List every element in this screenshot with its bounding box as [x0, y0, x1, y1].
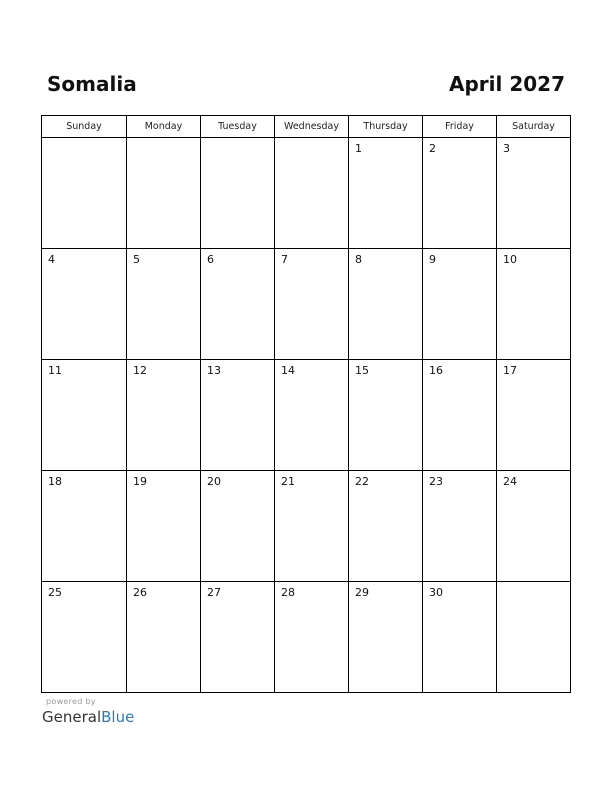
day-number: 17	[503, 364, 517, 377]
day-cell	[275, 249, 349, 360]
country-title: Somalia	[47, 72, 137, 96]
day-number: 27	[207, 586, 221, 599]
day-cell	[349, 582, 423, 693]
day-cell	[201, 249, 275, 360]
day-number	[275, 138, 348, 142]
day-cell	[349, 471, 423, 582]
day-number: 6	[207, 253, 214, 266]
day-cell	[275, 360, 349, 471]
weekday-header-sunday: Sunday	[42, 116, 127, 138]
day-number: 20	[207, 475, 221, 488]
day-cell	[127, 582, 201, 693]
day-number: 11	[48, 364, 62, 377]
day-cell	[423, 138, 497, 249]
day-number: 9	[429, 253, 436, 266]
day-cell	[349, 138, 423, 249]
day-cell	[201, 582, 275, 693]
weekday-header-thursday: Thursday	[349, 116, 423, 138]
day-number: 12	[133, 364, 147, 377]
weekday-header-monday: Monday	[127, 116, 201, 138]
day-number: 10	[503, 253, 517, 266]
day-cell	[127, 249, 201, 360]
day-cell	[42, 249, 127, 360]
brand-blue-text: Blue	[101, 708, 135, 726]
day-number: 25	[48, 586, 62, 599]
day-number: 2	[429, 142, 436, 155]
day-cell	[423, 471, 497, 582]
day-number: 1	[355, 142, 362, 155]
day-number	[497, 582, 570, 586]
week-row	[42, 249, 571, 360]
week-row	[42, 582, 571, 693]
day-cell	[127, 138, 201, 249]
day-cell	[275, 471, 349, 582]
day-number: 8	[355, 253, 362, 266]
day-cell	[497, 138, 571, 249]
footer	[42, 697, 134, 727]
day-cell	[42, 360, 127, 471]
day-number: 18	[48, 475, 62, 488]
day-cell	[127, 471, 201, 582]
day-number: 5	[133, 253, 140, 266]
day-cell	[42, 582, 127, 693]
day-cell	[497, 360, 571, 471]
month-year-title: April 2027	[449, 72, 565, 96]
day-number: 19	[133, 475, 147, 488]
week-row	[42, 138, 571, 249]
day-number: 13	[207, 364, 221, 377]
powered-by-text: powered by	[46, 697, 96, 706]
day-number	[42, 138, 126, 142]
day-number: 3	[503, 142, 510, 155]
calendar-grid	[41, 115, 571, 693]
day-number: 22	[355, 475, 369, 488]
day-number: 28	[281, 586, 295, 599]
week-row	[42, 471, 571, 582]
day-cell	[497, 582, 571, 693]
day-number: 24	[503, 475, 517, 488]
day-cell	[497, 249, 571, 360]
day-cell	[423, 360, 497, 471]
day-cell	[497, 471, 571, 582]
day-cell	[127, 360, 201, 471]
week-row	[42, 360, 571, 471]
day-cell	[423, 582, 497, 693]
day-number: 21	[281, 475, 295, 488]
day-number: 29	[355, 586, 369, 599]
day-cell	[201, 138, 275, 249]
day-number	[201, 138, 274, 142]
day-number: 26	[133, 586, 147, 599]
day-cell	[42, 138, 127, 249]
weekday-header-saturday: Saturday	[497, 116, 571, 138]
day-cell	[275, 582, 349, 693]
day-cell	[423, 249, 497, 360]
day-number	[127, 138, 200, 142]
day-number: 4	[48, 253, 55, 266]
day-cell	[201, 471, 275, 582]
day-cell	[275, 138, 349, 249]
day-number: 7	[281, 253, 288, 266]
day-number: 30	[429, 586, 443, 599]
day-cell	[349, 360, 423, 471]
brand-general-text: General	[42, 708, 102, 726]
weekday-header-wednesday: Wednesday	[275, 116, 349, 138]
day-cell	[42, 471, 127, 582]
day-cell	[349, 249, 423, 360]
day-number: 23	[429, 475, 443, 488]
weekday-header-row	[42, 116, 571, 138]
day-number: 15	[355, 364, 369, 377]
weekday-header-friday: Friday	[423, 116, 497, 138]
day-number: 14	[281, 364, 295, 377]
weekday-header-tuesday: Tuesday	[201, 116, 275, 138]
day-number: 16	[429, 364, 443, 377]
day-cell	[201, 360, 275, 471]
generalblue-logo[interactable]	[42, 707, 134, 727]
